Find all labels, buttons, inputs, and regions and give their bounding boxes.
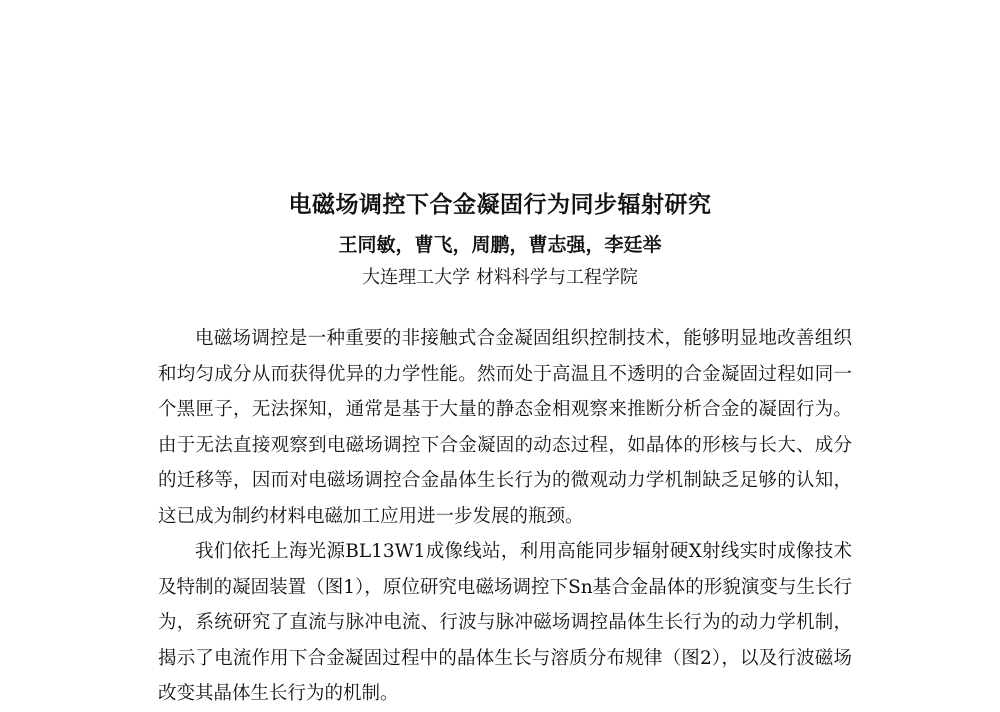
- paragraph-2: 我们依托上海光源BL13W1成像线站，利用高能同步辐射硬X射线实时成像技术及特制的凝固装置（图1），原位研究电磁场调控下Sn基合金晶体的形貌演变与生长行为，系统研究了直流与脉冲电流、行波与脉冲磁场调控晶体生长行为的动力学机制，揭示了电流作用下合金凝固过程中的晶体生长与溶质分布规律（图2），以及行波磁场改变其晶体生长行为的机制。: [158, 541, 852, 704]
- body-text: [158, 321, 852, 712]
- affiliation: 大连理工大学 材料科学与工程学院: [362, 267, 638, 288]
- paper-title: 电磁场调控下合金凝固行为同步辐射研究: [288, 191, 712, 218]
- author-list: 王同敏，曹飞，周鹏，曹志强，李廷举: [338, 234, 662, 256]
- paragraph-1: 电磁场调控是一种重要的非接触式合金凝固组织控制技术，能够明显地改善组织和均匀成分从而获得优异的力学性能。然而处于高温且不透明的合金凝固过程如同一个黑匣子，无法探知，通常是基于大量的静态金相观察来推断分析合金的凝固行为。由于无法直接观察到电磁场调控下合金凝固的动态过程，如晶体的形核与长大、成分的迁移等，因而对电磁场调控合金晶体生长行为的微观动力学机制缺乏足够的认知，这已成为制约材料电磁加工应用进一步发展的瓶颈。: [158, 328, 852, 527]
